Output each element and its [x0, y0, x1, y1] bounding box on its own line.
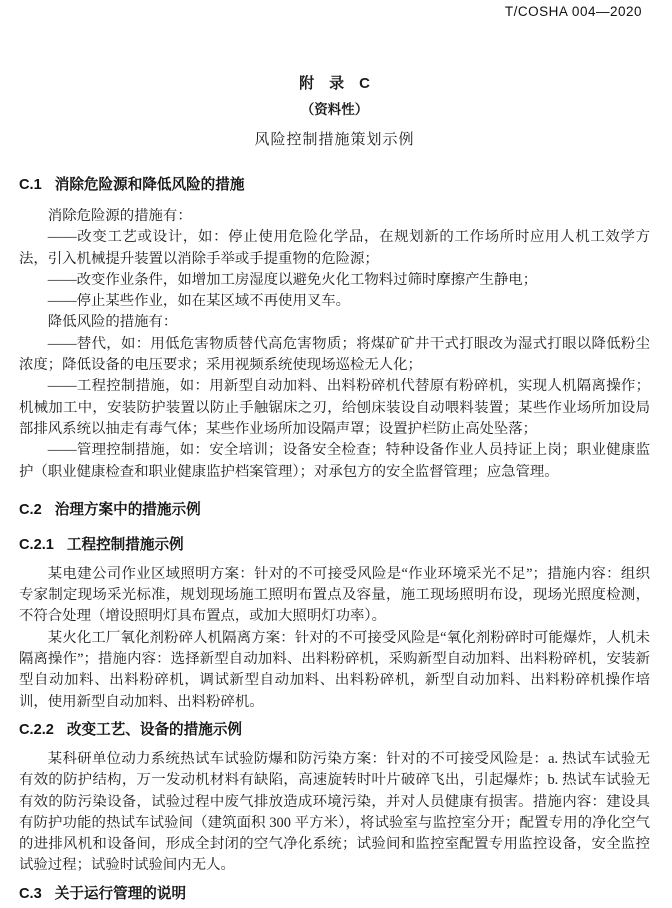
section-heading-c2	[19, 500, 650, 520]
appendix-title: 风险控制措施策划示例	[254, 132, 415, 148]
section-title: 工程控制措施示例	[66, 536, 184, 553]
section-number: C.2	[19, 501, 42, 518]
paragraph: 降低风险的措施有：	[47, 314, 178, 331]
section-body-c2-1	[19, 564, 650, 713]
appendix-classification: （资料性）	[300, 102, 369, 117]
section-number: C.2.1	[19, 536, 54, 553]
paragraph: 消除危险源的措施有：	[47, 208, 192, 224]
section-title: 消除危险源和降低风险的措施	[54, 177, 245, 193]
section-title: 关于运行管理的说明	[54, 885, 187, 902]
section-number: C.1	[19, 177, 42, 193]
paragraph: ——改变工艺或设计，如：停止使用危险化学品，在规划新的工作场所时应用人机工效学方法，引入机械提升装置以消除手举或手提重物的危险源；	[19, 229, 650, 267]
section-number: C.2.2	[19, 721, 54, 738]
paragraph: 某科研单位动力系统热试车试验防爆和防污染方案：针对的不可接受风险是：a. 热试车试验无有效的防护结构，万一发动机材料有缺陷，高速旋转时叶片破碎飞出，引起爆炸；b. 热试车试验无有效的防污染设备，试验过程中废气排放造成环境污染，并对人员健康有损害。措施内容：建设具有防护功能的热试车试验间（建筑面积 300 平方米），将试验室与监控室分开；配置专用的净化空气的进排风机和设备间，形成全封闭的空气净化系统；试验间和监控室配置专用监控设备，安全监控试验过程；试验时试验间内无人。	[19, 750, 650, 874]
paragraph: ——改变作业条件，如增加工房湿度以避免火化工物料过筛时摩擦产生静电；	[47, 271, 538, 288]
paragraph: ——停止某些作业，如在某区域不再使用叉车。	[47, 293, 351, 310]
section-heading-c2-1	[19, 535, 650, 555]
section-title: 改变工艺、设备的措施示例	[66, 721, 243, 738]
section-title: 治理方案中的措施示例	[54, 501, 201, 518]
doc-number: T/COSHA 004—2020	[504, 4, 642, 19]
section-heading-c3	[19, 884, 650, 904]
appendix-label: 附 录 C	[299, 75, 370, 92]
section-heading-c2-2	[19, 720, 650, 740]
paragraph: 某火化工厂氧化剂粉碎人机隔离方案：针对的不可接受风险是“氧化剂粉碎时可能爆炸，人机未隔离操作”；措施内容：选择新型自动加料、出料粉碎机，采购新型自动加料、出料粉碎机，安装新型自动加料、出料粉碎机，调试新型自动加料、出料粉碎机，新型自动加料、出料粉碎机操作培训，使用新型自动加料、出料粉碎机。	[19, 629, 650, 710]
section-heading-c1	[19, 175, 650, 195]
paragraph: ——管理控制措施，如：安全培训；设备安全检查；特种设备作业人员持证上岗；职业健康监护（职业健康检查和职业健康监护档案管理）；对承包方的安全监督管理；应急管理。	[19, 442, 650, 480]
paragraph: ——工程控制措施，如：用新型自动加料、出料粉碎机代替原有粉碎机，实现人机隔离操作；机械加工中，安装防护装置以防止手触锯床之刃，给刨床装设自动喂料装置；某些作业场所加设局部排风系统以抽走有毒气体；某些作业场所加设隔声罩；设置护栏防止高处坠落；	[19, 378, 650, 437]
section-number: C.3	[19, 885, 42, 902]
section-body-c1	[19, 206, 650, 483]
section-body-c2-2	[19, 749, 650, 877]
paragraph: ——替代，如：用低危害物质替代高危害物质；将煤矿矿井干式打眼改为湿式打眼以降低粉尘浓度；降低设备的电压要求；采用视频系统使现场巡检无人化；	[19, 335, 650, 374]
paragraph: 某电建公司作业区域照明方案：针对的不可接受风险是“作业环境采光不足”；措施内容：组织专家制定现场采光标准，规划现场施工照明布置点及容量，施工现场照明布设，现场光照度检测，不符合处理（增设照明灯具布置点，或加大照明灯功率）。	[19, 565, 650, 625]
